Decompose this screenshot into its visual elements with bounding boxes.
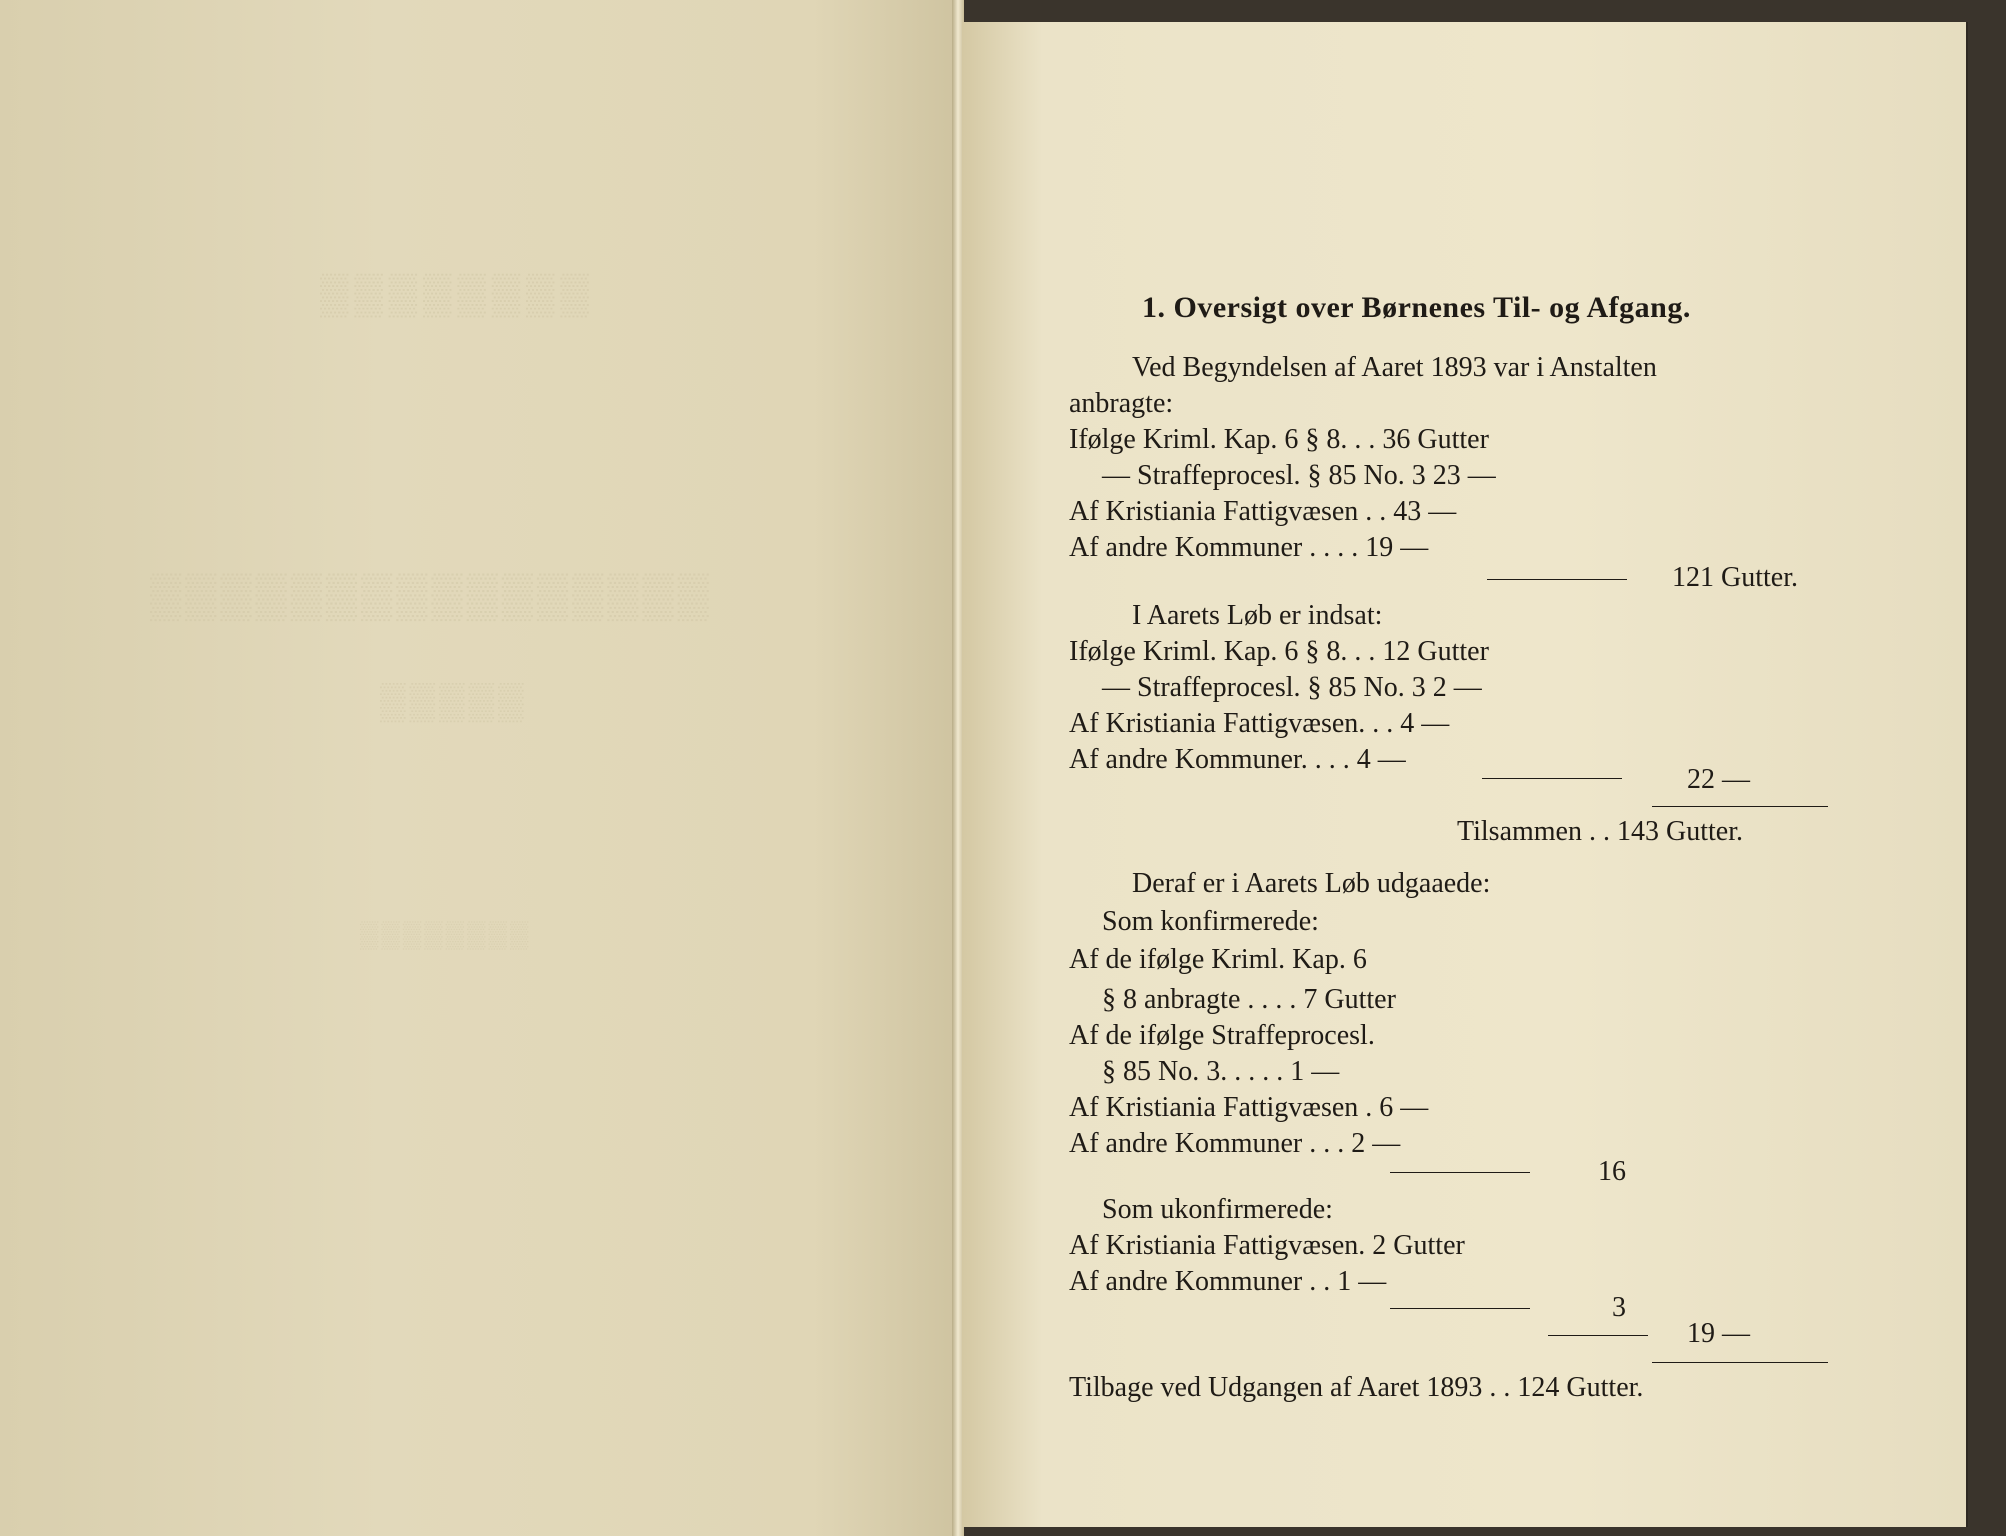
text-line: Deraf er i Aarets Løb udgaaede: <box>1132 868 1491 899</box>
text-line: Af de ifølge Straffeprocesl. <box>1069 1020 1375 1051</box>
sum-rule <box>1390 1172 1530 1173</box>
text-line: Ifølge Kriml. Kap. 6 § 8. . . 36 Gutter <box>1069 424 1489 455</box>
sum-rule <box>1487 579 1627 580</box>
text-line: Af de ifølge Kriml. Kap. 6 <box>1069 944 1367 975</box>
text-line: Af andre Kommuner . . 1 — <box>1069 1266 1387 1297</box>
show-through-text: ▒▒▒▒▒ <box>380 681 528 721</box>
text-line: anbragte: <box>1069 388 1174 419</box>
subtotal-line: 3 <box>1612 1292 1626 1323</box>
total-rule <box>1652 806 1828 807</box>
subtotal-line: 121 Gutter. <box>1672 562 1798 593</box>
text-line: Af Kristiania Fattigvæsen . 6 — <box>1069 1092 1429 1123</box>
sum-rule <box>1390 1308 1530 1309</box>
text-line: Ved Begyndelsen af Aaret 1893 var i Anstalten <box>1132 352 1657 383</box>
text-line: Som ukonfirmerede: <box>1102 1194 1333 1225</box>
text-line: § 85 No. 3. . . . . 1 — <box>1102 1056 1340 1087</box>
text-line: Af Kristiania Fattigvæsen. 2 Gutter <box>1069 1230 1465 1261</box>
text-line: — Straffeprocesl. § 85 No. 3 2 — <box>1102 672 1482 703</box>
text-line: Af andre Kommuner . . . 2 — <box>1069 1128 1401 1159</box>
subtotal-line: 22 — <box>1687 764 1750 795</box>
show-through-text: ▒▒▒▒▒▒▒▒ <box>360 920 532 949</box>
right-page <box>962 22 1966 1527</box>
show-through-text: ▒▒▒▒▒▒▒▒ <box>320 271 595 316</box>
left-page <box>0 0 955 1536</box>
text-line: Af andre Kommuner . . . . 19 — <box>1069 532 1429 563</box>
text-line: Af andre Kommuner. . . . 4 — <box>1069 744 1406 775</box>
total-rule <box>1652 1362 1828 1363</box>
text-line: Som konfirmerede: <box>1102 906 1319 937</box>
section-heading: 1. Oversigt over Børnenes Til- og Afgang. <box>1142 291 1691 324</box>
total-line: Tilsammen . . 143 Gutter. <box>1457 816 1743 847</box>
text-line: Af Kristiania Fattigvæsen. . . 4 — <box>1069 708 1450 739</box>
sum-rule <box>1482 778 1622 779</box>
sum-rule <box>1548 1335 1648 1336</box>
subtotal-line: 19 — <box>1687 1318 1750 1349</box>
text-line: I Aarets Løb er indsat: <box>1132 600 1383 631</box>
show-through-text: ▒▒▒▒▒▒▒▒▒▒▒▒▒▒▒▒ <box>150 571 713 620</box>
subtotal-line: 16 <box>1598 1156 1626 1187</box>
text-line: Af Kristiania Fattigvæsen . . 43 — <box>1069 496 1457 527</box>
text-line: § 8 anbragte . . . . 7 Gutter <box>1102 984 1396 1015</box>
text-line: — Straffeprocesl. § 85 No. 3 23 — <box>1102 460 1496 491</box>
text-line: Ifølge Kriml. Kap. 6 § 8. . . 12 Gutter <box>1069 636 1489 667</box>
total-line: Tilbage ved Udgangen af Aaret 1893 . . 124 Gutter. <box>1069 1372 1644 1403</box>
